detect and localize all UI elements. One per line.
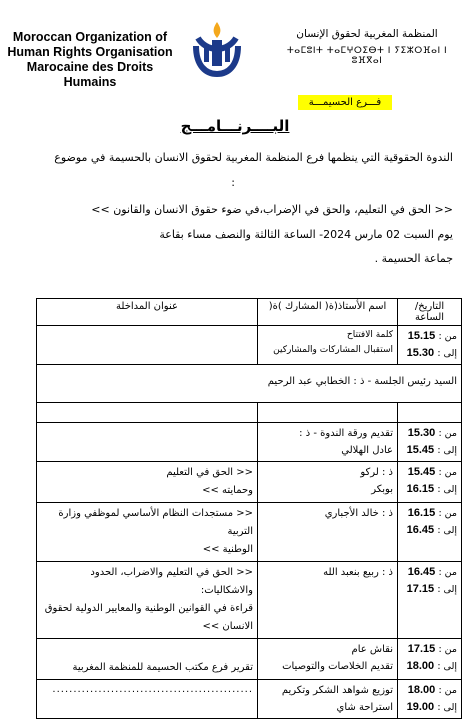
speaker-cell: ذ : ربيع بنعبد الله xyxy=(258,562,398,639)
title-cell: ................................................ xyxy=(37,680,258,719)
speaker-cell: نقاش عام تقديم الخلاصات والتوصيات xyxy=(258,639,398,680)
table-row xyxy=(37,326,462,365)
org-name-tifinagh: ⵜⴰⵎⵓⵏⵜ ⵜⴰⵎⵖⵔⵉⴱⵜ ⵏ ⵢⵉⵣⵔⴼⴰⵏ ⵏ ⵓⴼⴳⴰⵏ xyxy=(286,46,448,66)
time-cell: من : 17.15 إلى : 18.00 xyxy=(398,639,462,680)
time-cell: من : 15.45 إلى : 16.15 xyxy=(398,462,462,503)
title-cell: << الحق في التعليم وحمايته >> xyxy=(37,462,258,503)
table-row xyxy=(37,680,462,719)
session-chair: السيد رئيس الجلسة - ذ : الخطابي عبد الرحيم xyxy=(37,365,462,403)
title-cell: << مستجدات النظام الأساسي لموظفي وزارة التربية الوطنية >> xyxy=(37,503,258,562)
header-speaker: اسم الأستاذ(ة( المشارك )ة( xyxy=(258,299,398,326)
venue-line: جماعة الحسيمة . xyxy=(374,252,453,265)
date-line: يوم السبت 02 مارس 2024- الساعة الثالثة والنصف مساء بقاعة xyxy=(159,228,453,241)
table-row xyxy=(37,562,462,639)
speaker-cell: ذ : خالد الأجباري xyxy=(258,503,398,562)
title-cell xyxy=(37,326,258,365)
title-cell xyxy=(37,423,258,462)
header-time: التاريخ/الساعة xyxy=(398,299,462,326)
organization-logo-icon xyxy=(190,16,244,78)
title-cell: تقرير فرع مكتب الحسيمة للمنظمة المغربية xyxy=(37,639,258,680)
title-cell: << الحق في التعليم والاضراب، الحدود والاشكاليات: قراءة في القوانين الوطنية والمعايير الدولية لحقوق الانسان >> xyxy=(37,562,258,639)
time-cell: من : 15.15 إلى : 15.30 xyxy=(398,326,462,365)
program-table xyxy=(36,298,462,719)
spacer-row xyxy=(37,403,462,423)
time-cell: من : 15.30 إلى : 15.45 xyxy=(398,423,462,462)
table-row xyxy=(37,503,462,562)
table-row xyxy=(37,423,462,462)
intro-line: الندوة الحقوقية التي ينظمها فرع المنظمة المغربية لحقوق الانسان بالحسيمة في موضوع xyxy=(54,151,453,164)
header-title: عنوان المداخلة xyxy=(37,299,258,326)
speaker-cell: توزيع شواهد الشكر وتكريم استراحة شاي xyxy=(258,680,398,719)
chair-row xyxy=(37,365,462,403)
intro-colon: : xyxy=(231,176,235,189)
seminar-topic: << الحق في التعليم، والحق في الإضراب،في ضوء حقوق الانسان والقانون >> xyxy=(91,203,453,216)
program-title: البــــرنـــامـــج xyxy=(180,117,290,135)
speaker-cell: كلمة الافتتاح استقبال المشاركات والمشاركين xyxy=(258,326,398,365)
speaker-cell: تقديم ورقة الندوة - ذ : عادل الهلالي xyxy=(258,423,398,462)
table-row xyxy=(37,639,462,680)
org-name-arabic: المنظمة المغربية لحقوق الإنسان xyxy=(296,28,438,40)
speaker-cell: ذ : لركو بوبكر xyxy=(258,462,398,503)
table-header-row xyxy=(37,299,462,326)
branch-badge: فـــرع الحسيمـــة xyxy=(298,95,392,110)
time-cell: من : 16.45 إلى : 17.15 xyxy=(398,562,462,639)
time-cell: من : 16.15 إلى : 16.45 xyxy=(398,503,462,562)
time-cell: من : 18.00 إلى : 19.00 xyxy=(398,680,462,719)
table-row xyxy=(37,462,462,503)
org-name-french: Moroccan Organization of Human Rights Organisation Marocaine des Droits Humains xyxy=(7,30,173,89)
